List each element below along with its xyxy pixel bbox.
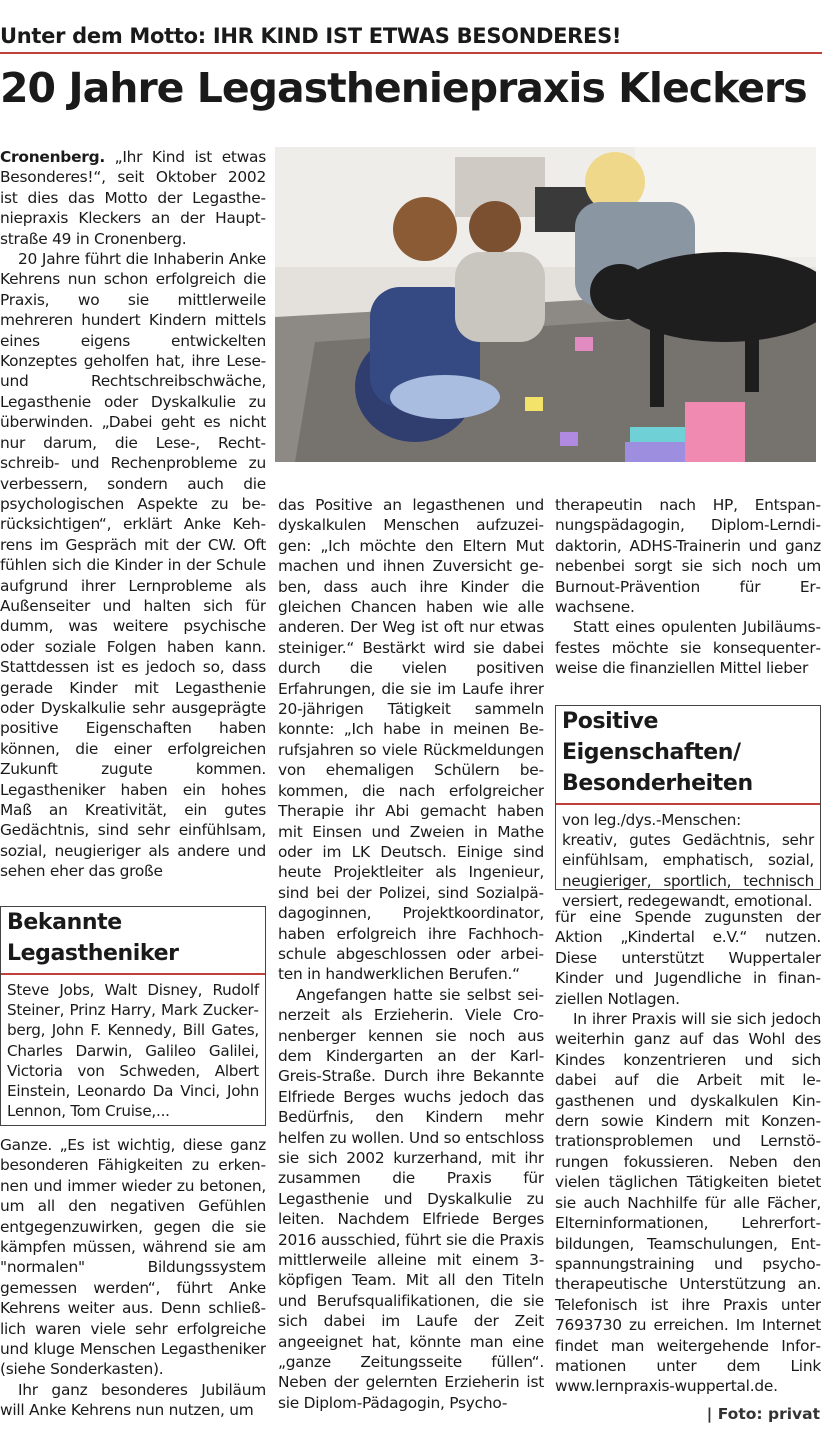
- photo-illustration: [275, 147, 816, 462]
- column-1-top: [0, 147, 266, 887]
- article-kicker: Unter dem Motto: IHR KIND IST ETWAS BESONDERES!: [0, 22, 822, 54]
- box-title: Bekannte Legastheniker: [1, 907, 265, 975]
- article-paragraph: Statt eines opulenten Jubiläumsfestes möchte sie konsequenterweise die finanziellen Mittel lieber: [555, 618, 821, 678]
- column-1-bottom: [0, 1135, 266, 1427]
- box-subtitle: von leg./dys.-Menschen:: [562, 811, 742, 829]
- lead-text: „Ihr Kind ist etwas Besonderes!“, seit Oktober 2002 ist dies das Motto der Legastheniepraxis Kleckers an der Hauptstraße 49 in Cronenberg.: [0, 148, 266, 248]
- box-body: Steve Jobs, Walt Disney, Rudolf Steiner, Prinz Harry, Mark Zuckerberg, John F. Kennedy, Bill Gates, Charles Darwin, Galileo Galilei, Victoria von Schweden, Albert Einstein, Leonardo Da Vinci, John Lennon, Tom Cruise,...: [7, 981, 259, 1121]
- article-paragraph: 20 Jahre führt die Inhaberin Anke Kehrens nun schon erfolgreich die Praxis, wo sie mittlerweile mehreren hundert Kindern mittels eines eigens entwickelten Konzeptes geholfen hat, ihre Lese- und Rechtschreibschwäche, Legasthenie oder Dyskalkulie zu überwinden. „Dabei geht es nicht nur darum, die Lese-, Rechtschreib- und Rechenprobleme zu verbessern, sondern auch die psychologischen Aspekte zu berücksichtigen“, erklärt Anke Kehrens im Gespräch mit der CW. Oft fühlen sich die Kinder in der Schule aufgrund ihrer Lernprobleme als Außenseiter und halten sich für dumm, was weitere psychische oder soziale Folgen haben kann. Stattdessen ist es jedoch so, dass gerade Kinder mit Legasthenie oder Dyskalkulie sehr ausgeprägte positive Eigenschaften haben können, die einer erfolgreichen Zukunft zugute kommen. Legastheniker haben ein hohes Maß an Kreativität, ein gutes Gedächtnis, sind sehr einfühlsam, sozial, neugieriger als andere und sehen eher das große: [0, 250, 266, 881]
- traits-list: kreativ, gutes Gedächtnis, sehr einfühlsam, emphatisch, sozial, neugieriger, sportlich, technisch versiert, redegewandt, emotional.: [562, 831, 814, 910]
- article-photo: [275, 147, 816, 462]
- famous-dyslexics-box: [0, 906, 266, 1126]
- article-paragraph: Ganze. „Es ist wichtig, diese ganz besonderen Fähigkeiten zu erkennen und immer wieder zu betonen, um all den negativen Gefühlen entgegenzuwirken, gegen die sie kämpfen müssen, während sie am "normalen" Bildungssystem gemessen werden“, führt Anke Kehrens weiter aus. Denn schließlich waren viele sehr erfolgreiche und kluge Menschen Legastheniker (siehe Sonderkasten).: [0, 1136, 266, 1379]
- article-paragraph: Ihr ganz besonderes Jubiläum will Anke Kehrens nun nutzen, um: [0, 1380, 266, 1420]
- column-3-top: [555, 495, 821, 685]
- article-paragraph: [0, 147, 266, 249]
- article-headline: 20 Jahre Legastheniepraxis Kleckers: [0, 64, 807, 112]
- positive-traits-box: [555, 705, 821, 910]
- box-title: Positive Eigenschaften/ Besonderheiten: [556, 706, 820, 805]
- article-paragraph: für eine Spende zugunsten der Aktion „Kindertal e.V.“ nutzen. Diese unterstützt Wuppertaler Kinder und Jugendliche in finanziellen Notlagen.: [555, 908, 821, 1008]
- column-2: [278, 495, 544, 1427]
- box-body: [556, 805, 820, 915]
- article-paragraph: Angefangen hatte sie selbst seinerzeit als Erzieherin. Viele Cronenberger kennen sie noch aus dem Kindergarten an der Karl-Greis-Straße. Durch ihre Bekannte Elfriede Berges wuchs jedoch das Bedürfnis, den Kindern mehr helfen zu wollen. Und so entschloss sie sich 2002 kurzerhand, mit ihr zusammen die Praxis für Legasthenie und Dyskalkulie zu leiten. Nachdem Elfriede Berges 2016 ausschied, führt sie die Praxis mittlerweile alleine mit einem 3-köpfigen Team. Mit all den Titeln und Berufsqualifikationen, die sie sich dabei im Laufe der Zeit angeeignet hat, könnte man eine „ganze Zeitungsseite füllen“. Neben der gelernten Erzieherin ist sie Diplom-Pädagogin, Psycho-: [278, 985, 544, 1412]
- photo-credit: | Foto: privat: [706, 1405, 820, 1423]
- article-paragraph: In ihrer Praxis will sie sich jedoch weiterhin ganz auf das Wohl des Kindes konzentrieren und sich dabei auf die Arbeit mit legasthenen und dyskalkulen Kindern sowie Kindern mit Konzentrationsproblemen und Lernstörungen fokussieren. Neben den vielen täglichen Tätigkeiten bietet sie auch Nachhilfe für alle Fächer, Elterninformationen, Lehrerfortbildungen, Teamschulungen, Entspannungstraining und psychotherapeutische Unterstützung an. Telefonisch ist ihre Praxis unter 7693730 zu erreichen. Im Internet findet man weitergehende Informationen unter dem Link www.lernpraxis-wuppertal.de.: [555, 1010, 821, 1396]
- column-3-bottom: [555, 907, 821, 1405]
- article-paragraph: therapeutin nach HP, Entspannungspädagogin, Diplom-Lerndidaktorin, ADHS-Trainerin und ganz nebenbei sorgt sie sich noch um Burnout-Prävention für Erwachsene.: [555, 496, 821, 617]
- article-paragraph: das Positive an legasthenen und dyskalkulen Menschen aufzuzeigen: „Ich möchte den Eltern Mut machen und ihnen Zuversicht geben, dass auch ihre Kinder die gleichen Chancen haben wie alle anderen. Der Weg ist oft nur etwas steiniger.“ Bestärkt wird sie dabei durch die vielen positiven Erfahrungen, die sie im Laufe ihrer 20-jährigen Tätigkeit sammeln konnte: „Ich habe in meinen Berufsjahren so viele Rückmeldungen von ehemaligen Schülern bekommen, die nach erfolgreicher Therapie ihr Abi gemacht haben mit Einsen und Zweien in Mathe oder im LK Deutsch. Einige sind heute Projektleiter als Ingenieur, sind bei der Polizei, sind Sozialpädagoginnen, Projektkoordinator, haben erfolgreich ihre Fachhochschule abgeschlossen oder arbeiten in handwerklichen Berufen.“: [278, 496, 544, 984]
- dateline: Cronenberg.: [0, 148, 105, 166]
